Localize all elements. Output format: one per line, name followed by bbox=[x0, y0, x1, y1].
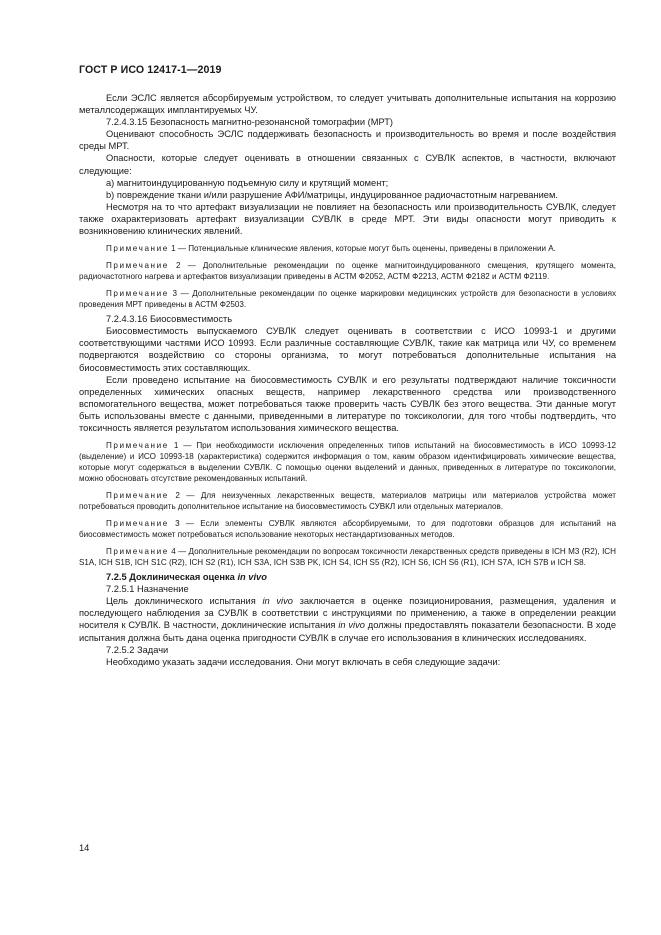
paragraph: Опасности, которые следует оценивать в отношении связанных с СУВЛК аспектов, в частности, включают следующие: bbox=[79, 153, 616, 176]
subsection-heading: 7.2.5.2 Задачи bbox=[106, 644, 169, 655]
note-text: 3 — Дополнительные рекомендации по оценке маркировки медицинских устройств для безопасности в условиях проведения МРТ приведены в АСТМ Ф2503. bbox=[79, 289, 616, 310]
note-label: Примечание bbox=[106, 441, 169, 451]
note-label: Примечание bbox=[106, 289, 169, 299]
note bbox=[79, 288, 616, 310]
note-text: 4 — Дополнительные рекомендации по вопросам токсичности лекарственных средств приведены в ICH M3 (R2), ICH S1A, ICH S1B, ICH S1C (R2), ICH S2 (R1), ICH S3A, ICH S3B PK, ICH S4, ICH S5 (R2), ICH S6, ICH S6 (R1), ICH S7A, ICH S7B и ICH S8. bbox=[79, 547, 617, 568]
note bbox=[79, 243, 616, 254]
document-header: ГОСТ Р ИСО 12417-1—2019 bbox=[79, 64, 222, 76]
note bbox=[79, 440, 616, 484]
note bbox=[79, 490, 616, 512]
note-label: Примечание bbox=[106, 547, 169, 557]
section-heading: 7.2.5 Доклиническая оценка in vivo bbox=[106, 572, 267, 583]
page-number: 14 bbox=[79, 843, 90, 853]
paragraph: Несмотря на то что артефакт визуализации не повлияет на безопасность или производительность СУВЛК, следует также охарактеризовать артефакт визуализации СУВЛК в среде МРТ. Эти виды опасности могут приводить к возникновению клинических явлений. bbox=[79, 201, 616, 237]
note bbox=[79, 260, 616, 282]
paragraph: Если проведено испытание на биосовместимость СУВЛК и его результаты подтверждают наличие токсичности определенных химических опасных веществ, например лекарственного средства или производственного вспомогательного вещества, может потребоваться также проверить часть СУВЛК без этого вещества. Эти данные могут быть использованы вместе с данными, приведенными в литературе по токсикологии, для того чтобы подтвердить, что токсичность является результатом использования химического вещества. bbox=[79, 374, 616, 433]
list-item: b) повреждение ткани и/или разрушение АФИ/матрицы, индуцированное радиочастотным нагреванием. bbox=[106, 189, 558, 200]
subsection-heading: 7.2.5.1 Назначение bbox=[106, 584, 189, 595]
note bbox=[79, 518, 616, 540]
list-item: a) магнитоиндуцированную подъемную силу и крутящий момент; bbox=[106, 177, 389, 188]
note bbox=[79, 546, 616, 568]
paragraph: Цель доклинического испытания in vivo заключается в оценке позиционирования, размещения, удаления и последующего наблюдения за СУВЛК в соответствии с инструкциями по применению, а также в определении реакции носителя к СУВЛК. В частности, доклинические испытания in vivo должны предоставлять показатели безопасности. В ходе испытания должна быть дана оценка пригодности СУВЛК в случае его использования в клинических исследованиях. bbox=[79, 596, 616, 643]
note-text: 1 — Потенциальные клинические явления, которые могут быть оценены, приведены в приложении А. bbox=[171, 244, 556, 254]
paragraph: Необходимо указать задачи исследования. Они могут включать в себя следующие задачи: bbox=[106, 656, 501, 667]
document-body bbox=[79, 92, 616, 668]
note-text: 3 — Если элементы СУВЛК являются абсорбируемыми, то для подготовки образцов для испытаний на биосовместимость может потребоваться использование некоторых нестандартизованных методов. bbox=[79, 519, 616, 540]
note-text: 2 — Дополнительные рекомендации по оценке магнитоиндуцированного смещения, крутящего момента, радиочастотного нагрева и артефактов визуализации приведены в АСТМ Ф2052, АСТМ Ф2213, АСТМ Ф2182 и АСТМ Ф2119. bbox=[79, 261, 616, 282]
note-label: Примечание bbox=[106, 261, 169, 271]
note-label: Примечание bbox=[106, 244, 169, 254]
paragraph: Биосовместимость выпускаемого СУВЛК следует оценивать в соответствии с ИСО 10993-1 и другими соответствующими частями ИСО 10993. Если различные составляющие СУВЛК, такие как матрица или ЧУ, со временем подвергаются воздействию со стороны организма, то могут потребоваться дополнительные испытания на биосовместимость этих составляющих. bbox=[79, 326, 616, 373]
note-label: Примечание bbox=[106, 491, 169, 501]
note-text: 1 — При необходимости исключения определенных типов испытаний на биосовместимость в ИСО 10993-12 (выделение) и ИСО 10993-18 (характеристика) содержится информация о том, каким образом идентифицировать химические вещества, которые могут содержаться в выделении СУВЛК. С помощью оценки выделений и данных, приведенных в литературе по токсикологии, можно обосновать отсутствие рекомендованных испытаний. bbox=[79, 441, 617, 484]
section-heading: 7.2.4.3.16 Биосовместимость bbox=[106, 314, 233, 325]
paragraph: Если ЭСЛС является абсорбируемым устройством, то следует учитывать дополнительные испытания на коррозию металлсодержащих имплантируемых ЧУ. bbox=[79, 93, 616, 116]
note-label: Примечание bbox=[106, 519, 169, 529]
note-text: 2 — Для неизученных лекарственных веществ, материалов матрицы или материалов устройства может потребоваться проводить дополнительное испытание на биосовместимость СУВКЛ или отдельных материалов. bbox=[79, 491, 617, 512]
paragraph: Оценивают способность ЭСЛС поддерживать безопасность и производительность во время и после воздействия среды МРТ. bbox=[79, 129, 616, 152]
section-heading: 7.2.4.3.15 Безопасность магнитно-резонансной томографии (МРТ) bbox=[106, 117, 394, 128]
